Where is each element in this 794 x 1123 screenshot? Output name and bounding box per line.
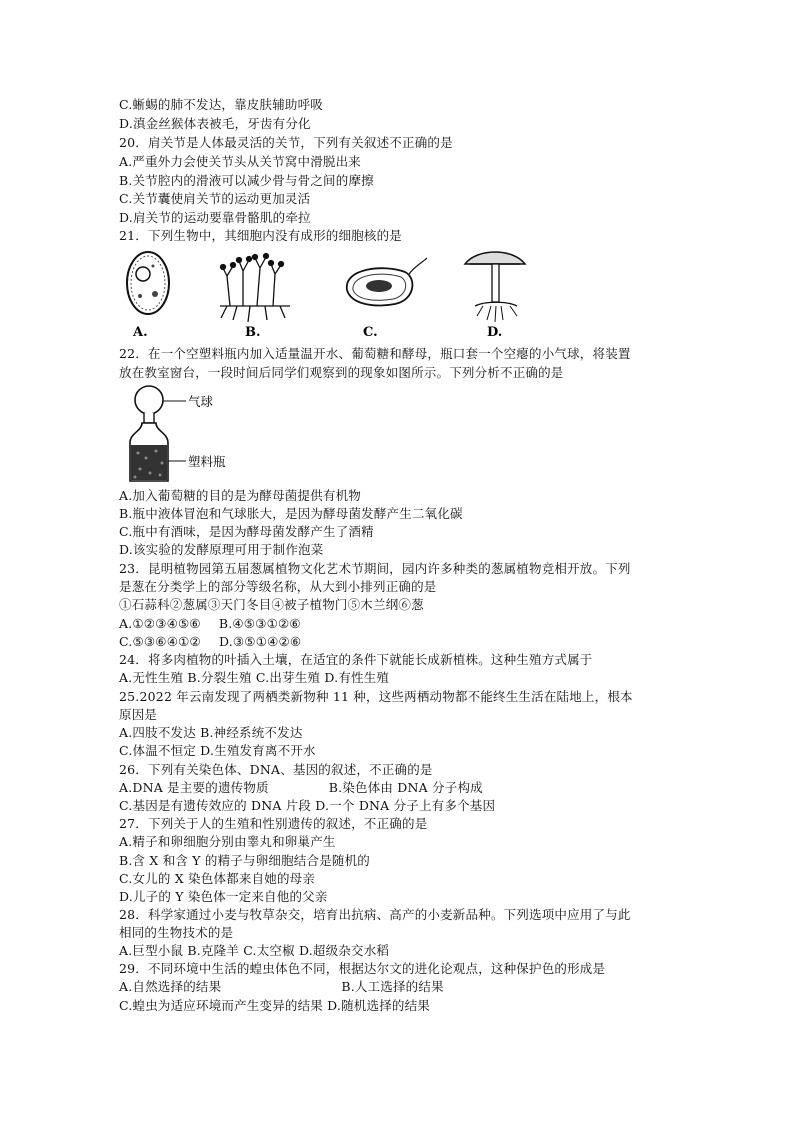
q29-options-ab [119, 978, 444, 995]
q27-stem: 27．下列关于人的生殖和性别遗传的叙述，不正确的是 [119, 816, 428, 831]
mushroom-d-illustration [465, 252, 525, 322]
q27-option-d: D.儿子的 Y 染色体一定来自他的父亲 [119, 889, 328, 904]
q25-stem-line2: 原因是 [119, 707, 158, 722]
q26-options-cd: C.基因是有遗传效应的 DNA 片段 D.一个 DNA 分子上有多个基因 [119, 798, 496, 813]
q23-option-c: C.⑤③⑥④①② [119, 634, 201, 649]
q28-stem-line1: 28．科学家通过小麦与牧草杂交，培育出抗病、高产的小麦新品种。下列选项中应用了与此 [119, 907, 631, 922]
cell-a-illustration [127, 252, 169, 314]
q25-options-ab: A.四肢不发达 B.神经系统不发达 [119, 725, 303, 740]
balloon-illustration [135, 386, 163, 423]
option-a-label: A. [133, 325, 148, 340]
q25-stem-line1: 25.2022 年云南发现了两栖类新物种 11 种，这些两栖动物都不能终生生活在陆地上，根本 [119, 689, 633, 704]
q27-option-a: A.精子和卵细胞分别由睾丸和卵巢产生 [119, 834, 336, 849]
q28-stem-line2: 相同的生物技术的是 [119, 925, 234, 940]
q21-stem: 21．下列生物中，其细胞内没有成形的细胞核的是 [119, 228, 403, 243]
q22-bottle-figure [120, 383, 260, 485]
q23-stem-line2: 是葱在分类学上的部分等级名称，从大到小排列正确的是 [119, 579, 437, 594]
balloon-label: 气球 [188, 394, 214, 409]
q23-items: ①石蒜科②葱属③天门冬目④被子植物门⑤木兰纲⑥葱 [119, 597, 424, 612]
q20-option-d: D.肩关节的运动要靠骨骼肌的牵拉 [119, 210, 311, 225]
q27-option-c: C.女儿的 X 染色体都来自她的母亲 [119, 871, 316, 886]
q23-option-d: D.③⑤①④②⑥ [218, 634, 302, 649]
option-d-label: D. [487, 325, 503, 340]
q23-stem-line1: 23．昆明植物园第五届葱属植物文化艺术节期间，园内许多种类的葱属植物竞相开放。下列 [119, 561, 631, 576]
q20-option-b: B.关节腔内的滑液可以减少骨与骨之间的摩擦 [119, 173, 374, 188]
q19-option-c: C.蜥蜴的肺不发达，靠皮肤辅助呼吸 [119, 97, 323, 112]
q23-option-b: B.④⑤③①②⑥ [218, 616, 301, 631]
q29-options-cd: C.蝗虫为适应环境而产生变异的结果 D.随机选择的结果 [119, 998, 431, 1013]
q26-options-ab [119, 779, 483, 796]
q26-stem: 26．下列有关染色体、DNA、基因的叙述，不正确的是 [119, 762, 433, 777]
q23-option-a: A.①②③④⑤⑥ [119, 616, 201, 631]
q29-option-b: B.人工选择的结果 [341, 979, 444, 994]
q20-stem: 20．肩关节是人体最灵活的关节，下列有关叙述不正确的是 [119, 135, 453, 150]
option-c-label: C. [363, 325, 378, 340]
q19-option-d: D.滇金丝猴体表被毛，牙齿有分化 [119, 116, 311, 131]
q29-stem: 29．不同环境中生活的蝗虫体色不同，根据达尔文的进化论观点，这种保护色的形成是 [119, 961, 606, 976]
q27-option-b: B.含 X 和含 Y 的精子与卵细胞结合是随机的 [119, 853, 371, 868]
q23-options-ab [119, 615, 301, 632]
q25-options-cd: C.体温不恒定 D.生殖发育离不开水 [119, 743, 316, 758]
q21-figure [115, 246, 535, 342]
q20-option-c: C.关节囊使肩关节的运动更加灵活 [119, 191, 311, 206]
q22-option-d: D.该实验的发酵原理可用于制作泡菜 [119, 542, 324, 557]
q22-option-c: C.瓶中有酒味，是因为酵母菌发酵产生了酒精 [119, 524, 374, 539]
q24-stem: 24．将多肉植物的叶插入土壤，在适宜的条件下就能长成新植株。这种生殖方式属于 [119, 652, 593, 667]
bottle-illustration [130, 423, 168, 481]
q22-option-b: B.瓶中液体冒泡和气球胀大，是因为酵母菌发酵产生二氧化碳 [119, 506, 463, 521]
q28-options: A.巨型小鼠 B.克隆羊 C.太空椒 D.超级杂交水稻 [119, 943, 390, 958]
bacterium-c-illustration [347, 258, 427, 305]
bottle-label: 塑料瓶 [188, 454, 226, 469]
q26-option-a: A.DNA 是主要的遗传物质 [119, 780, 269, 795]
q22-stem-line2: 放在教室窗台，一段时间后同学们观察到的现象如图所示。下列分析不正确的是 [119, 365, 564, 380]
q20-option-a: A.严重外力会使关节头从关节窝中滑脱出来 [119, 154, 362, 169]
q22-stem-line1: 22．在一个空塑料瓶内加入适量温开水、葡萄糖和酵母，瓶口套一个空瘪的小气球，将装置 [119, 346, 631, 361]
mold-b-illustration [220, 254, 290, 323]
q24-options: A.无性生殖 B.分裂生殖 C.出芽生殖 D.有性生殖 [119, 670, 390, 685]
q29-option-a: A.自然选择的结果 [119, 979, 222, 994]
q23-options-cd [119, 633, 301, 650]
option-b-label: B. [245, 325, 261, 340]
q26-option-b: B.染色体由 DNA 分子构成 [328, 780, 483, 795]
q22-option-a: A.加入葡萄糖的目的是为酵母菌提供有机物 [119, 488, 362, 503]
